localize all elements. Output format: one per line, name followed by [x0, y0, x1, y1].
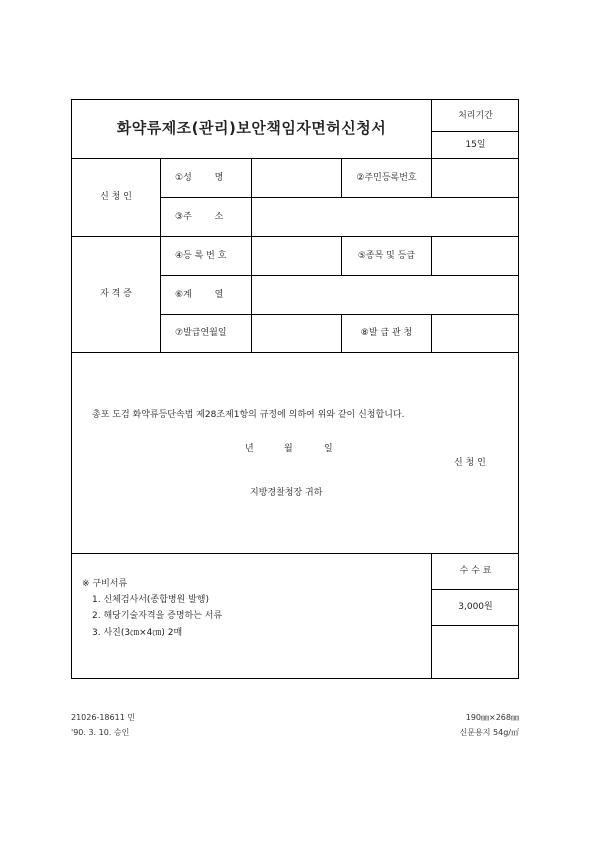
- series-label: ⑥계 열: [161, 276, 252, 315]
- qualification-group-label: 자 격 증: [72, 237, 161, 353]
- document-item: 2. 해당기술자격을 증명하는 서류: [92, 611, 223, 621]
- applicant-group-label: 신 청 인: [72, 159, 161, 237]
- required-documents: [72, 554, 432, 678]
- series-field[interactable]: [252, 276, 519, 315]
- type-grade-field[interactable]: [432, 237, 519, 276]
- name-field[interactable]: [252, 159, 342, 198]
- statement-text: 총포 도검 화약류등단속법 제28조제1항의 규정에 의하여 위와 같이 신청합니다.: [92, 410, 405, 420]
- document-item: 1. 신체검사서(종합병원 발행): [92, 595, 209, 605]
- resident-id-label: ②주민등록번호: [342, 159, 432, 198]
- processing-period-value: 15일: [432, 132, 519, 159]
- fee-label: 수 수 료: [432, 554, 519, 590]
- fee-value: 3,000원: [432, 590, 519, 626]
- issuing-authority-field[interactable]: [432, 315, 519, 353]
- date-year: 년: [245, 444, 254, 454]
- address-field[interactable]: [252, 198, 519, 237]
- form-title: 화약류제조(관리)보안책임자면허신청서: [116, 119, 387, 137]
- resident-id-field[interactable]: [432, 159, 519, 198]
- processing-period-label: 처리기간: [432, 100, 519, 132]
- title-area: [72, 100, 432, 159]
- recipient: 지방경찰청장 귀하: [250, 488, 323, 498]
- registration-number-field[interactable]: [252, 237, 342, 276]
- documents-title: ※ 구비서류: [82, 579, 128, 589]
- document-item: 3. 사진(3㎝×4㎝) 2매: [92, 628, 183, 638]
- type-grade-label: ⑤종목 및 등급: [342, 237, 432, 276]
- date-month: 월: [284, 444, 293, 454]
- approval-date: '90. 3. 10. 승인: [71, 728, 130, 737]
- date-day: 일: [324, 444, 333, 454]
- registration-number-label: ④등 록 번 호: [161, 237, 252, 276]
- statement-section: [72, 353, 519, 554]
- issue-date-field[interactable]: [252, 315, 342, 353]
- issuing-authority-label: ⑧발 급 관 청: [342, 315, 432, 353]
- name-label: ①성 명: [161, 159, 252, 198]
- application-form: [71, 99, 519, 679]
- address-label: ③주 소: [161, 198, 252, 237]
- paper-type: 신문용지 54g/㎡: [459, 728, 519, 737]
- form-code: 21026-18611 민: [71, 713, 136, 722]
- issue-date-label: ⑦발급연월일: [161, 315, 252, 353]
- signer-label: 신 청 인: [454, 458, 486, 468]
- paper-size: 190㎜×268㎜: [465, 713, 519, 722]
